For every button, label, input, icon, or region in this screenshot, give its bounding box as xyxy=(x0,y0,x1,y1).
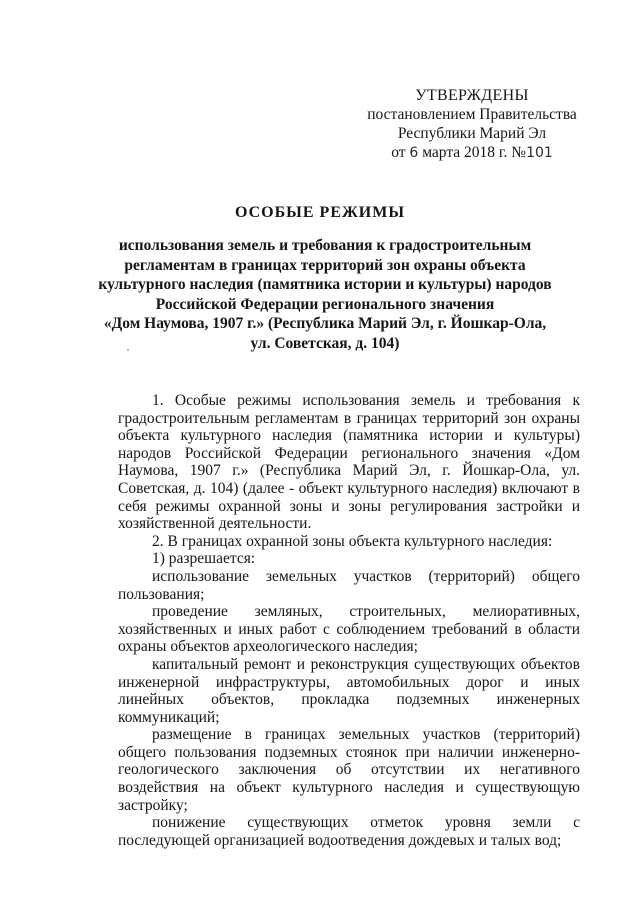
paragraph-clause-1: 1. Особые режимы использования земель и требования к градостроительным регламентам в границах территорий зон охраны объекта культурного наследия (памятника истории и культуры) народов Российской Федерации регионального значения «Дом Наумова, 1907 г.» (Республика Марий Эл, г. Йошкар-Ола, ул. Советская, д. 104) (далее - объект культурного наследия) включают в себя режимы охранной зоны и зоны регулирования застройки и хозяйственной деятельности. xyxy=(118,392,580,533)
approval-title: УТВЕРЖДЕНЫ xyxy=(415,87,529,104)
subtitle-line: «Дом Наумова, 1907 г.» (Республика Марий Эл, г. Йошкар-Ола, xyxy=(103,315,547,332)
paragraph-allowed-heading: 1) разрешается: xyxy=(152,550,256,568)
paragraph-clause-2: 2. В границах охранной зоны объекта культурного наследия: xyxy=(152,532,553,550)
approval-date-line xyxy=(352,143,592,163)
handwritten-number: 101 xyxy=(526,145,553,161)
approval-block xyxy=(352,86,592,163)
date-month-year: марта 2018 г. № xyxy=(422,144,527,161)
paragraph-list-item: понижение существующих отметок уровня земли с последующей организацией водоотведения дождевых и талых вод; xyxy=(118,814,580,849)
handwritten-day: 6 xyxy=(409,145,419,161)
document-body xyxy=(118,392,580,849)
paragraph-list-item: проведение земляных, строительных, мелиоративных, хозяйственных и иных работ с соблюдением требований в области охраны объектов археологического наследия; xyxy=(118,603,580,656)
subtitle-line: ул. Советская, д. 104) xyxy=(250,334,400,352)
paragraph-list-item: капитальный ремонт и реконструкция существующих объектов инженерной инфраструктуры, автомобильных дорог и иных линейных объектов, прокладка подземных инженерных коммуникаций; xyxy=(118,655,580,726)
approval-line-resolution: постановлением Правительства xyxy=(367,106,577,123)
paragraph-list-item: размещение в границах земельных участков (территорий) общего пользования подземных стоянок при наличии инженерно-геологического заключения об отсутствии их негативного воздействия на объект культурного наследия и существующую застройку; xyxy=(118,726,580,814)
scan-speck xyxy=(127,349,129,351)
subtitle-line: регламентам в границах территорий зон охраны объекта xyxy=(124,256,526,274)
subtitle-line: использования земель и требования к градостроительным xyxy=(118,237,532,254)
paragraph-list-item: использование земельных участков (территорий) общего пользования; xyxy=(118,567,580,603)
subtitle-line: культурного наследия (памятника истории и культуры) народов xyxy=(98,276,552,293)
subtitle-line: Российской Федерации регионального значения xyxy=(155,295,495,313)
document-title: ОСОБЫЕ РЕЖИМЫ xyxy=(234,204,406,221)
document-subtitle xyxy=(80,236,570,353)
approval-line-republic: Республики Марий Эл xyxy=(397,125,547,142)
date-prefix: от xyxy=(391,144,406,161)
